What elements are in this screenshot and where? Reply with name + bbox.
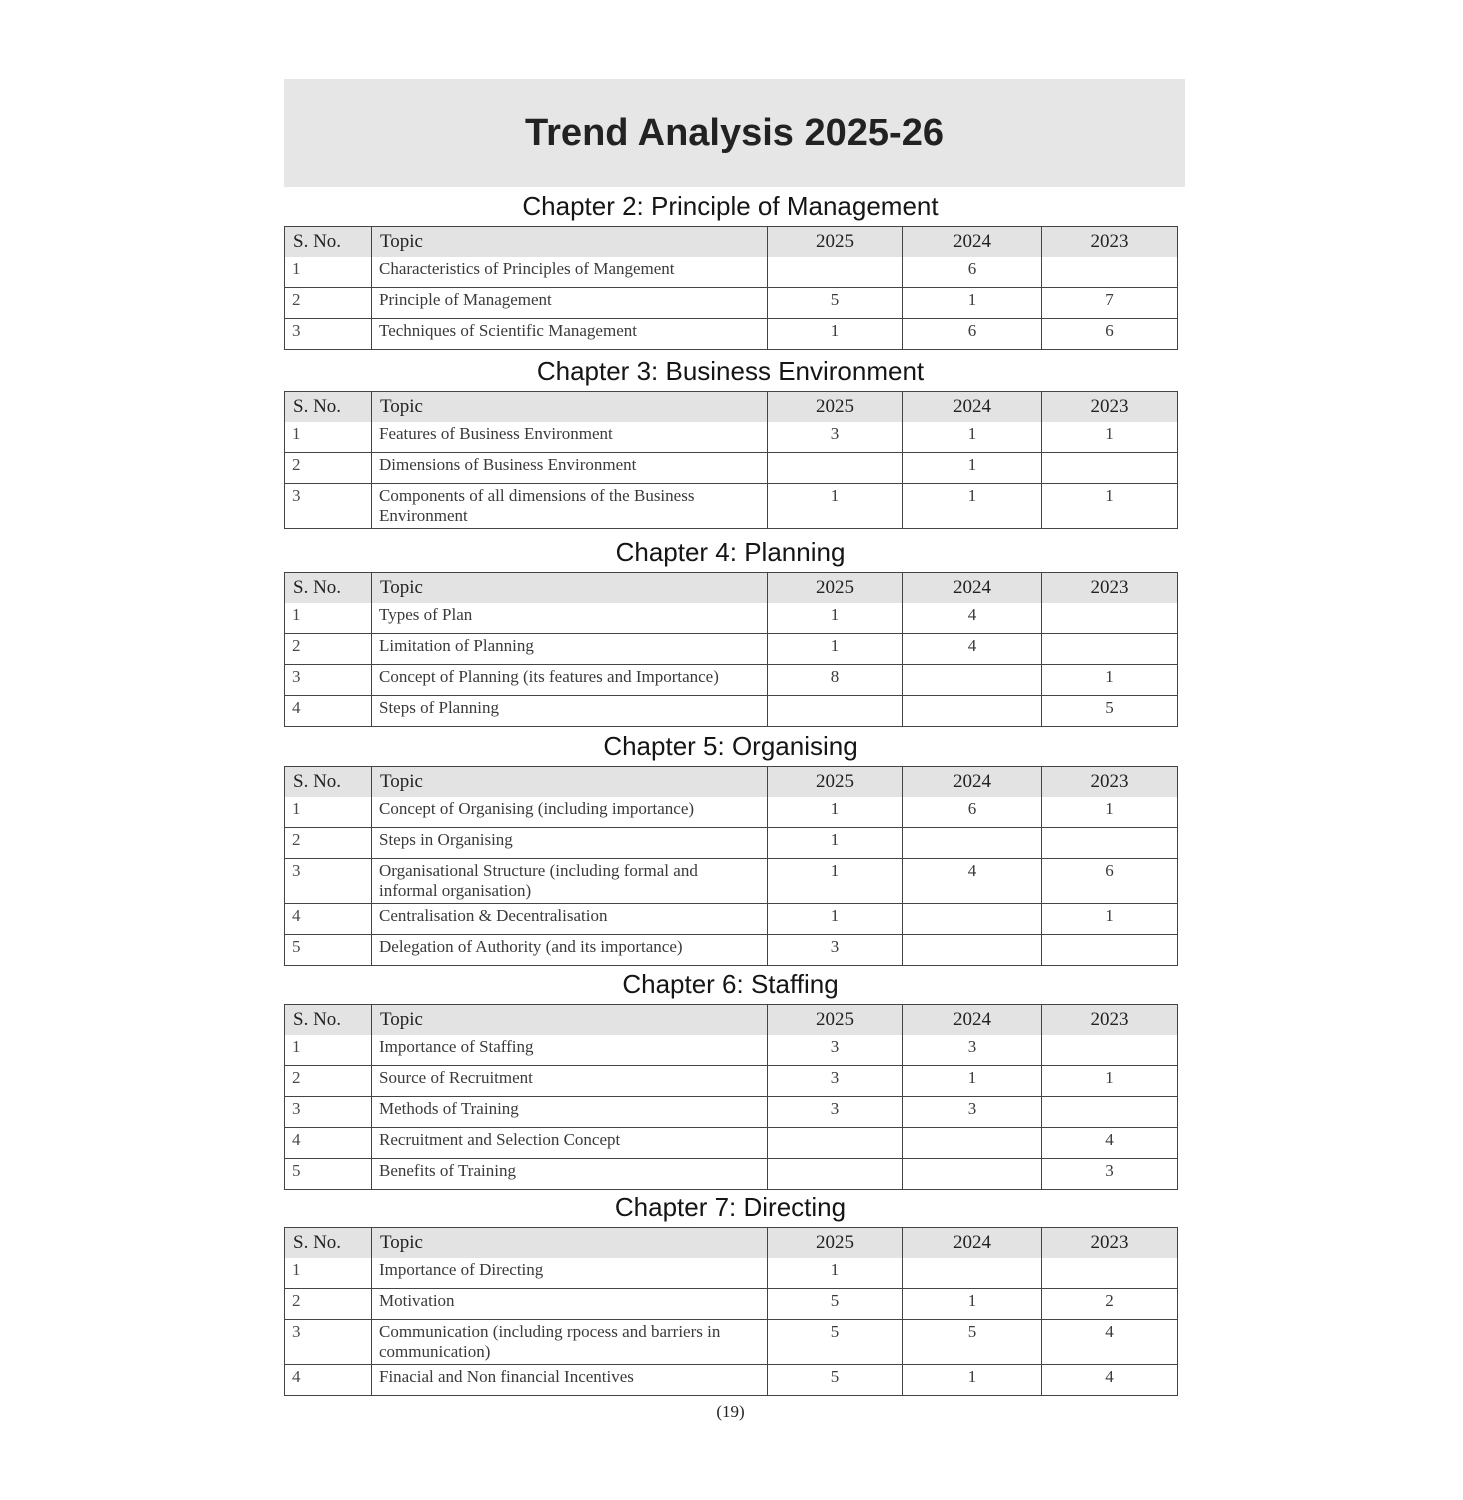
chapter-heading: Chapter 6: Staffing xyxy=(622,969,839,999)
header-year-2023: 2023 xyxy=(1042,1228,1178,1259)
header-topic: Topic xyxy=(372,1228,768,1259)
row-sno: 2 xyxy=(285,634,372,665)
cell-2023 xyxy=(1042,634,1178,665)
table-row xyxy=(285,1159,1178,1190)
chapter-table xyxy=(284,572,1178,727)
table-row xyxy=(285,319,1178,350)
row-topic: Methods of Training xyxy=(372,1097,768,1128)
row-sno: 4 xyxy=(285,696,372,727)
cell-2024: 1 xyxy=(903,1066,1042,1097)
row-sno: 2 xyxy=(285,453,372,484)
row-sno: 1 xyxy=(285,1035,372,1066)
chapter-table xyxy=(284,766,1178,966)
cell-2023: 5 xyxy=(1042,696,1178,727)
row-sno: 3 xyxy=(285,1320,372,1365)
chapter-heading: Chapter 7: Directing xyxy=(614,1192,847,1222)
header-year-2023: 2023 xyxy=(1042,573,1178,604)
row-sno: 4 xyxy=(285,904,372,935)
table-row xyxy=(285,257,1178,288)
cell-2025: 1 xyxy=(768,859,903,904)
cell-2024 xyxy=(903,1128,1042,1159)
table-row xyxy=(285,1128,1178,1159)
header-year-2023: 2023 xyxy=(1042,767,1178,798)
header-topic: Topic xyxy=(372,573,768,604)
row-sno: 4 xyxy=(285,1128,372,1159)
row-topic: Motivation xyxy=(372,1289,768,1320)
cell-2025: 1 xyxy=(768,603,903,634)
cell-2023: 1 xyxy=(1042,484,1178,529)
cell-2024: 6 xyxy=(903,319,1042,350)
chapter-heading: Chapter 4: Planning xyxy=(615,537,846,567)
table-row xyxy=(285,1035,1178,1066)
header-year-2025: 2025 xyxy=(768,392,903,423)
chapter-table xyxy=(284,226,1178,350)
row-topic: Techniques of Scientific Management xyxy=(372,319,768,350)
row-sno: 5 xyxy=(285,935,372,966)
table-row xyxy=(285,665,1178,696)
page-number: (19) xyxy=(716,1402,745,1421)
row-topic: Concept of Organising (including importance) xyxy=(372,797,768,828)
row-sno: 2 xyxy=(285,1066,372,1097)
cell-2023: 6 xyxy=(1042,859,1178,904)
table-row xyxy=(285,453,1178,484)
cell-2025 xyxy=(768,1159,903,1190)
page-title: Trend Analysis 2025-26 xyxy=(525,112,944,154)
cell-2025: 1 xyxy=(768,319,903,350)
cell-2024 xyxy=(903,828,1042,859)
header-row xyxy=(285,573,1178,604)
cell-2025: 1 xyxy=(768,1258,903,1289)
cell-2025: 8 xyxy=(768,665,903,696)
header-year-2025: 2025 xyxy=(768,767,903,798)
chapter-heading: Chapter 2: Principle of Management xyxy=(522,191,939,221)
cell-2024 xyxy=(903,904,1042,935)
row-topic: Steps of Planning xyxy=(372,696,768,727)
table-row xyxy=(285,696,1178,727)
row-topic: Steps in Organising xyxy=(372,828,768,859)
cell-2023: 4 xyxy=(1042,1365,1178,1396)
cell-2023 xyxy=(1042,1035,1178,1066)
header-year-2023: 2023 xyxy=(1042,227,1178,258)
row-sno: 2 xyxy=(285,1289,372,1320)
cell-2024: 4 xyxy=(903,859,1042,904)
row-sno: 2 xyxy=(285,288,372,319)
cell-2025: 1 xyxy=(768,904,903,935)
row-sno: 5 xyxy=(285,1159,372,1190)
cell-2024 xyxy=(903,935,1042,966)
table-row xyxy=(285,1097,1178,1128)
cell-2025: 5 xyxy=(768,1365,903,1396)
row-sno: 1 xyxy=(285,422,372,453)
row-topic: Finacial and Non financial Incentives xyxy=(372,1365,768,1396)
cell-2023: 4 xyxy=(1042,1320,1178,1365)
row-sno: 1 xyxy=(285,257,372,288)
cell-2024: 5 xyxy=(903,1320,1042,1365)
row-sno: 3 xyxy=(285,484,372,529)
header-sno: S. No. xyxy=(285,1005,372,1036)
table-row xyxy=(285,422,1178,453)
cell-2023 xyxy=(1042,828,1178,859)
cell-2025: 5 xyxy=(768,288,903,319)
row-topic: Limitation of Planning xyxy=(372,634,768,665)
row-topic: Importance of Staffing xyxy=(372,1035,768,1066)
cell-2024: 1 xyxy=(903,484,1042,529)
cell-2024: 1 xyxy=(903,422,1042,453)
chapter-table xyxy=(284,1004,1178,1190)
table-row xyxy=(285,603,1178,634)
cell-2024 xyxy=(903,1258,1042,1289)
row-sno: 1 xyxy=(285,603,372,634)
table-row xyxy=(285,904,1178,935)
cell-2024: 1 xyxy=(903,1289,1042,1320)
cell-2023: 4 xyxy=(1042,1128,1178,1159)
cell-2025: 1 xyxy=(768,484,903,529)
cell-2023: 7 xyxy=(1042,288,1178,319)
header-year-2025: 2025 xyxy=(768,1005,903,1036)
cell-2023: 3 xyxy=(1042,1159,1178,1190)
table-row xyxy=(285,634,1178,665)
header-year-2025: 2025 xyxy=(768,573,903,604)
header-topic: Topic xyxy=(372,767,768,798)
header-sno: S. No. xyxy=(285,392,372,423)
cell-2024: 4 xyxy=(903,603,1042,634)
header-year-2024: 2024 xyxy=(903,1228,1042,1259)
header-row xyxy=(285,1228,1178,1259)
cell-2024: 3 xyxy=(903,1097,1042,1128)
row-topic: Source of Recruitment xyxy=(372,1066,768,1097)
cell-2023 xyxy=(1042,257,1178,288)
cell-2025 xyxy=(768,696,903,727)
cell-2025: 5 xyxy=(768,1320,903,1365)
row-sno: 3 xyxy=(285,665,372,696)
chapter-table xyxy=(284,391,1178,529)
row-topic: Principle of Management xyxy=(372,288,768,319)
header-year-2024: 2024 xyxy=(903,227,1042,258)
row-topic: Centralisation & Decentralisation xyxy=(372,904,768,935)
cell-2023 xyxy=(1042,603,1178,634)
cell-2025: 1 xyxy=(768,797,903,828)
row-topic: Recruitment and Selection Concept xyxy=(372,1128,768,1159)
table-row xyxy=(285,1066,1178,1097)
header-row xyxy=(285,227,1178,258)
table-row xyxy=(285,1365,1178,1396)
cell-2023 xyxy=(1042,935,1178,966)
row-sno: 3 xyxy=(285,1097,372,1128)
row-topic: Importance of Directing xyxy=(372,1258,768,1289)
cell-2025 xyxy=(768,1128,903,1159)
table-row xyxy=(285,859,1178,904)
cell-2025: 1 xyxy=(768,634,903,665)
row-sno: 3 xyxy=(285,319,372,350)
row-sno: 1 xyxy=(285,797,372,828)
row-topic: Dimensions of Business Environment xyxy=(372,453,768,484)
header-year-2023: 2023 xyxy=(1042,1005,1178,1036)
cell-2024: 6 xyxy=(903,257,1042,288)
cell-2025: 3 xyxy=(768,1097,903,1128)
cell-2024: 1 xyxy=(903,453,1042,484)
cell-2023: 1 xyxy=(1042,422,1178,453)
cell-2025 xyxy=(768,453,903,484)
header-year-2025: 2025 xyxy=(768,1228,903,1259)
cell-2024: 4 xyxy=(903,634,1042,665)
cell-2025 xyxy=(768,257,903,288)
row-topic: Features of Business Environment xyxy=(372,422,768,453)
cell-2025: 3 xyxy=(768,1066,903,1097)
header-year-2024: 2024 xyxy=(903,573,1042,604)
header-year-2025: 2025 xyxy=(768,227,903,258)
row-topic: Concept of Planning (its features and Importance) xyxy=(372,665,768,696)
row-topic: Organisational Structure (including formal and informal organisation) xyxy=(372,859,768,904)
cell-2023 xyxy=(1042,1258,1178,1289)
table-row xyxy=(285,797,1178,828)
header-sno: S. No. xyxy=(285,1228,372,1259)
header-row xyxy=(285,767,1178,798)
row-topic: Communication (including rpocess and barriers in communication) xyxy=(372,1320,768,1365)
row-topic: Delegation of Authority (and its importance) xyxy=(372,935,768,966)
cell-2023: 1 xyxy=(1042,1066,1178,1097)
cell-2024: 1 xyxy=(903,288,1042,319)
cell-2023 xyxy=(1042,453,1178,484)
chapter-heading: Chapter 3: Business Environment xyxy=(536,356,925,386)
cell-2024 xyxy=(903,665,1042,696)
header-row xyxy=(285,392,1178,423)
header-topic: Topic xyxy=(372,227,768,258)
chapter-heading: Chapter 5: Organising xyxy=(603,731,858,761)
cell-2025: 5 xyxy=(768,1289,903,1320)
table-row xyxy=(285,1258,1178,1289)
row-sno: 1 xyxy=(285,1258,372,1289)
table-row xyxy=(285,1320,1178,1365)
header-topic: Topic xyxy=(372,392,768,423)
cell-2025: 1 xyxy=(768,828,903,859)
cell-2023: 1 xyxy=(1042,797,1178,828)
cell-2024 xyxy=(903,696,1042,727)
table-row xyxy=(285,288,1178,319)
row-sno: 4 xyxy=(285,1365,372,1396)
table-row xyxy=(285,484,1178,529)
cell-2023 xyxy=(1042,1097,1178,1128)
table-row xyxy=(285,1289,1178,1320)
header-year-2024: 2024 xyxy=(903,1005,1042,1036)
cell-2025: 3 xyxy=(768,935,903,966)
cell-2024 xyxy=(903,1159,1042,1190)
cell-2023: 6 xyxy=(1042,319,1178,350)
header-year-2024: 2024 xyxy=(903,767,1042,798)
header-sno: S. No. xyxy=(285,767,372,798)
row-topic: Components of all dimensions of the Business Environment xyxy=(372,484,768,529)
header-sno: S. No. xyxy=(285,573,372,604)
header-year-2024: 2024 xyxy=(903,392,1042,423)
cell-2024: 1 xyxy=(903,1365,1042,1396)
table-row xyxy=(285,935,1178,966)
row-sno: 2 xyxy=(285,828,372,859)
header-sno: S. No. xyxy=(285,227,372,258)
cell-2024: 6 xyxy=(903,797,1042,828)
chapter-table xyxy=(284,1227,1178,1396)
cell-2025: 3 xyxy=(768,1035,903,1066)
header-row xyxy=(285,1005,1178,1036)
row-sno: 3 xyxy=(285,859,372,904)
row-topic: Characteristics of Principles of Mangement xyxy=(372,257,768,288)
cell-2023: 1 xyxy=(1042,904,1178,935)
cell-2023: 2 xyxy=(1042,1289,1178,1320)
cell-2025: 3 xyxy=(768,422,903,453)
row-topic: Types of Plan xyxy=(372,603,768,634)
row-topic: Benefits of Training xyxy=(372,1159,768,1190)
table-row xyxy=(285,828,1178,859)
header-year-2023: 2023 xyxy=(1042,392,1178,423)
cell-2023: 1 xyxy=(1042,665,1178,696)
cell-2024: 3 xyxy=(903,1035,1042,1066)
header-topic: Topic xyxy=(372,1005,768,1036)
